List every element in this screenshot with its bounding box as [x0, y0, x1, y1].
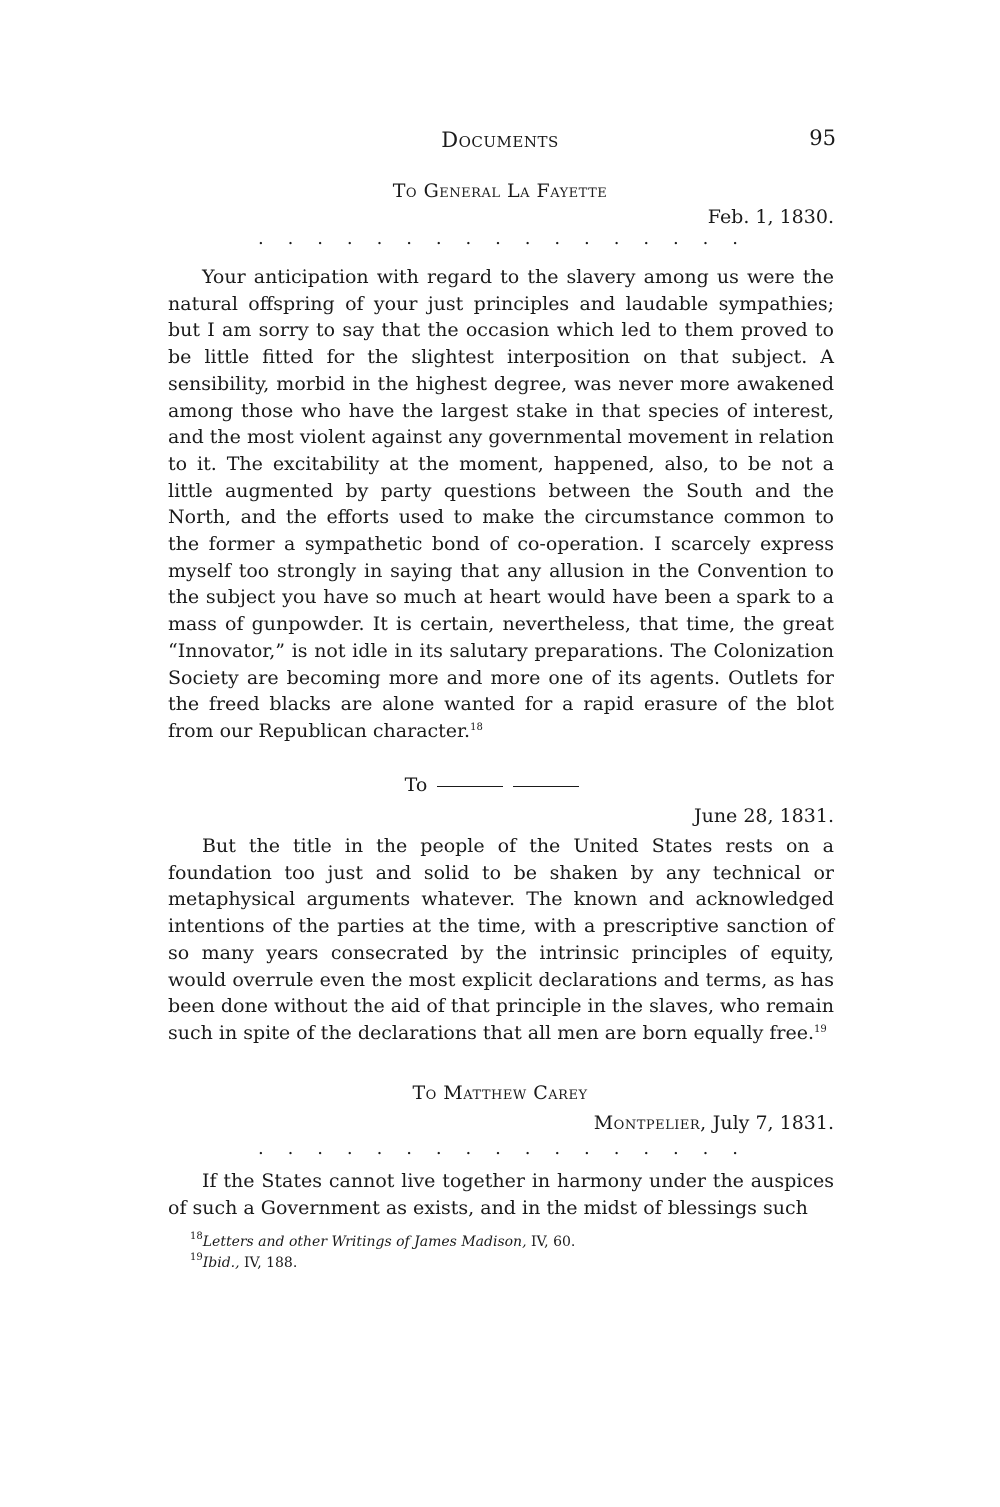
footnote-number: 19 — [190, 1252, 203, 1263]
footnote-number: 18 — [190, 1231, 203, 1242]
letter-body-june-1831 — [168, 833, 834, 1047]
letter-body-text: Your anticipation with regard to the slavery among us were the natural offspring of your just principles and laudable sympathies; but I am sorry to say that the occasion which led to them proved to be little fitted for the slightest interposition on that subject. A sensibility, morbid in the highest degree, was never more awakened among those who have the largest stake in that species of interest, and the most violent against any governmental movement in relation to it. The excitability at the moment, happened, also, to be not a little augmented by party questions between the South and the North, and the efforts used to make the circumstance common to the former a sympathetic bond of co-operation. I scarcely express myself too strongly in saying that any allusion in the Convention to the subject you have so much at heart would have been a spark to a mass of gunpowder. It is certain, nevertheless, that time, the great “Innovator,” is not idle in its salutary preparations. The Colonization Society are becoming more and more one of its agents. Outlets for the freed blacks are alone wanted for a rapid erasure of the blot from our Republican character. — [168, 266, 834, 742]
name-omitted-dash — [513, 786, 579, 787]
letter-heading-la-fayette: To General La Fayette — [392, 180, 608, 202]
letter-body-text: But the title in the people of the United States rests on a foundation too just and solid to be shaken by any technical or metaphysical arguments whatever. The known and acknowledged intentions of the parties at the time, with a prescriptive sanction of so many years consecrated by the intrinsic principles of equity, would overrule even the most explicit declarations and terms, as has been done without the aid of that principle in the slaves, who remain such in spite of the declarations that all men are born equally free. — [168, 835, 834, 1044]
name-omitted-dash — [437, 786, 503, 787]
letter-place: Montpelier, — [593, 1112, 707, 1134]
ellipsis-row: . . . . . . . . . . . . . . . . . — [258, 228, 738, 249]
footnote-ref-18: 18 — [470, 721, 483, 733]
footnote-18 — [190, 1231, 576, 1250]
letter-date-june-1831: June 28, 1831. — [693, 805, 834, 827]
letter-heading-text: To — [404, 774, 428, 796]
letter-body-la-fayette — [168, 264, 834, 745]
running-header: Documents — [441, 128, 559, 152]
letter-body-carey — [168, 1168, 834, 1221]
letter-date-1830: Feb. 1, 1830. — [707, 206, 834, 228]
ellipsis-row: . . . . . . . . . . . . . . . . . — [258, 1138, 738, 1159]
footnote-citation: IV, 60. — [526, 1234, 576, 1250]
page-number: 95 — [809, 126, 836, 150]
letter-date: July 7, 1831. — [712, 1112, 834, 1134]
footnote-source: Ibid., — [202, 1255, 240, 1271]
letter-heading-carey: To Matthew Carey — [412, 1082, 588, 1104]
footnote-ref-19: 19 — [814, 1023, 827, 1035]
footnote-citation: IV, 188. — [239, 1255, 298, 1271]
letter-heading-to-blank — [0, 774, 992, 796]
letter-place-date-1831 — [594, 1112, 834, 1134]
footnote-source: Letters and other Writings of James Madison, — [202, 1234, 527, 1250]
footnote-19 — [190, 1252, 298, 1271]
letter-body-text: If the States cannot live together in harmony under the auspices of such a Government as exists, and in the midst of blessings such — [168, 1170, 834, 1219]
